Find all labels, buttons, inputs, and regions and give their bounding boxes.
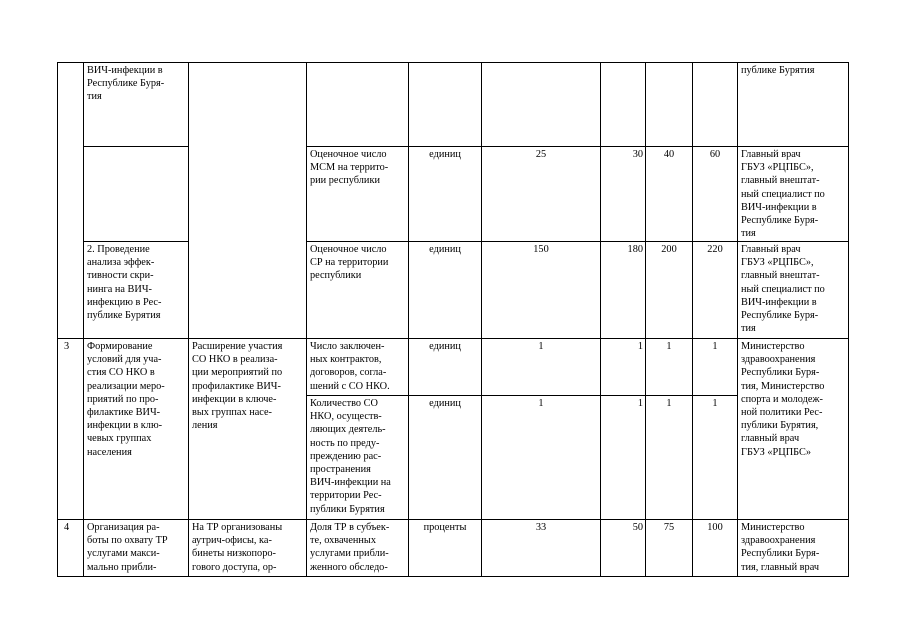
indicator-cell: [307, 63, 409, 147]
value-cell: [693, 63, 738, 147]
value-cell: 1: [646, 339, 693, 396]
table-row: [58, 147, 849, 242]
responsible-cell: публике Бурятия: [738, 63, 849, 147]
unit-cell: [409, 63, 482, 147]
responsible-cell: Главный врач ГБУЗ «РЦПБС», главный внештат- ный специалист по ВИЧ-инфекции в Республике Буря- тия: [738, 147, 849, 242]
responsible-cell: Министерство здравоохранения Республики Буря- тия, главный врач: [738, 520, 849, 577]
unit-cell: единиц: [409, 339, 482, 396]
value-cell: 33: [482, 520, 601, 577]
value-cell: 1: [482, 339, 601, 396]
responsible-cell: Главный врач ГБУЗ «РЦПБС», главный внештат- ный специалист по ВИЧ-инфекции в Республике Буря- тия: [738, 242, 849, 339]
value-cell: 150: [482, 242, 601, 339]
result-cell: [189, 63, 307, 339]
responsible-cell: Министерство здравоохранения Республики Буря- тия, Министерство спорта и молодеж- ной политики Рес- публики Бурятия, главный врач ГБУЗ «РЦПБС»: [738, 339, 849, 520]
value-cell: 1: [646, 396, 693, 520]
value-cell: 25: [482, 147, 601, 242]
table-row: [58, 63, 849, 147]
indicator-cell: Количество СО НКО, осуществ- ляющих деятель- ность по преду- преждению рас- пространения ВИЧ-инфекции на территории Рес- публики Бурятия: [307, 396, 409, 520]
value-cell: 1: [693, 396, 738, 520]
program-table: [57, 62, 849, 577]
value-cell: 60: [693, 147, 738, 242]
value-cell: 40: [646, 147, 693, 242]
value-cell: 30: [601, 147, 646, 242]
value-cell: [482, 63, 601, 147]
task-cell: [84, 147, 189, 242]
unit-cell: единиц: [409, 396, 482, 520]
table-row: [58, 339, 849, 396]
value-cell: 1: [482, 396, 601, 520]
row-number-cell: [58, 63, 84, 339]
unit-cell: проценты: [409, 520, 482, 577]
result-cell: Расширение участия СО НКО в реализа- ции мероприятий по профилактике ВИЧ- инфекции в ключе- вых группах насе- ления: [189, 339, 307, 520]
task-cell: 2. Проведение анализа эффек- тивности скри- нинга на ВИЧ- инфекцию в Рес- публике Бурятия: [84, 242, 189, 339]
indicator-cell: Оценочное число СР на территории республики: [307, 242, 409, 339]
indicator-cell: Доля ТР в субъек- те, охваченных услугами прибли- женного обследо-: [307, 520, 409, 577]
value-cell: 1: [693, 339, 738, 396]
indicator-cell: Оценочное число МСМ на террито- рии республики: [307, 147, 409, 242]
table-row: [58, 520, 849, 577]
value-cell: 220: [693, 242, 738, 339]
row-number-cell: 4: [58, 520, 84, 577]
unit-cell: единиц: [409, 242, 482, 339]
result-cell: На ТР организованы аутрич-офисы, ка- бинеты низкопоро- гового доступа, ор-: [189, 520, 307, 577]
value-cell: 75: [646, 520, 693, 577]
value-cell: 180: [601, 242, 646, 339]
indicator-cell: Число заключен- ных контрактов, договоров, согла- шений с СО НКО.: [307, 339, 409, 396]
value-cell: 1: [601, 396, 646, 520]
unit-cell: единиц: [409, 147, 482, 242]
value-cell: 50: [601, 520, 646, 577]
task-cell: ВИЧ-инфекции в Республике Буря- тия: [84, 63, 189, 147]
value-cell: [646, 63, 693, 147]
value-cell: 100: [693, 520, 738, 577]
value-cell: 1: [601, 339, 646, 396]
task-cell: Формирование условий для уча- стия СО НКО в реализации меро- приятий по про- филактике ВИЧ- инфекции в клю- чевых группах населения: [84, 339, 189, 520]
value-cell: 200: [646, 242, 693, 339]
task-cell: Организация ра- боты по охвату ТР услугами макси- мально прибли-: [84, 520, 189, 577]
table-row: [58, 242, 849, 339]
row-number-cell: 3: [58, 339, 84, 520]
value-cell: [601, 63, 646, 147]
